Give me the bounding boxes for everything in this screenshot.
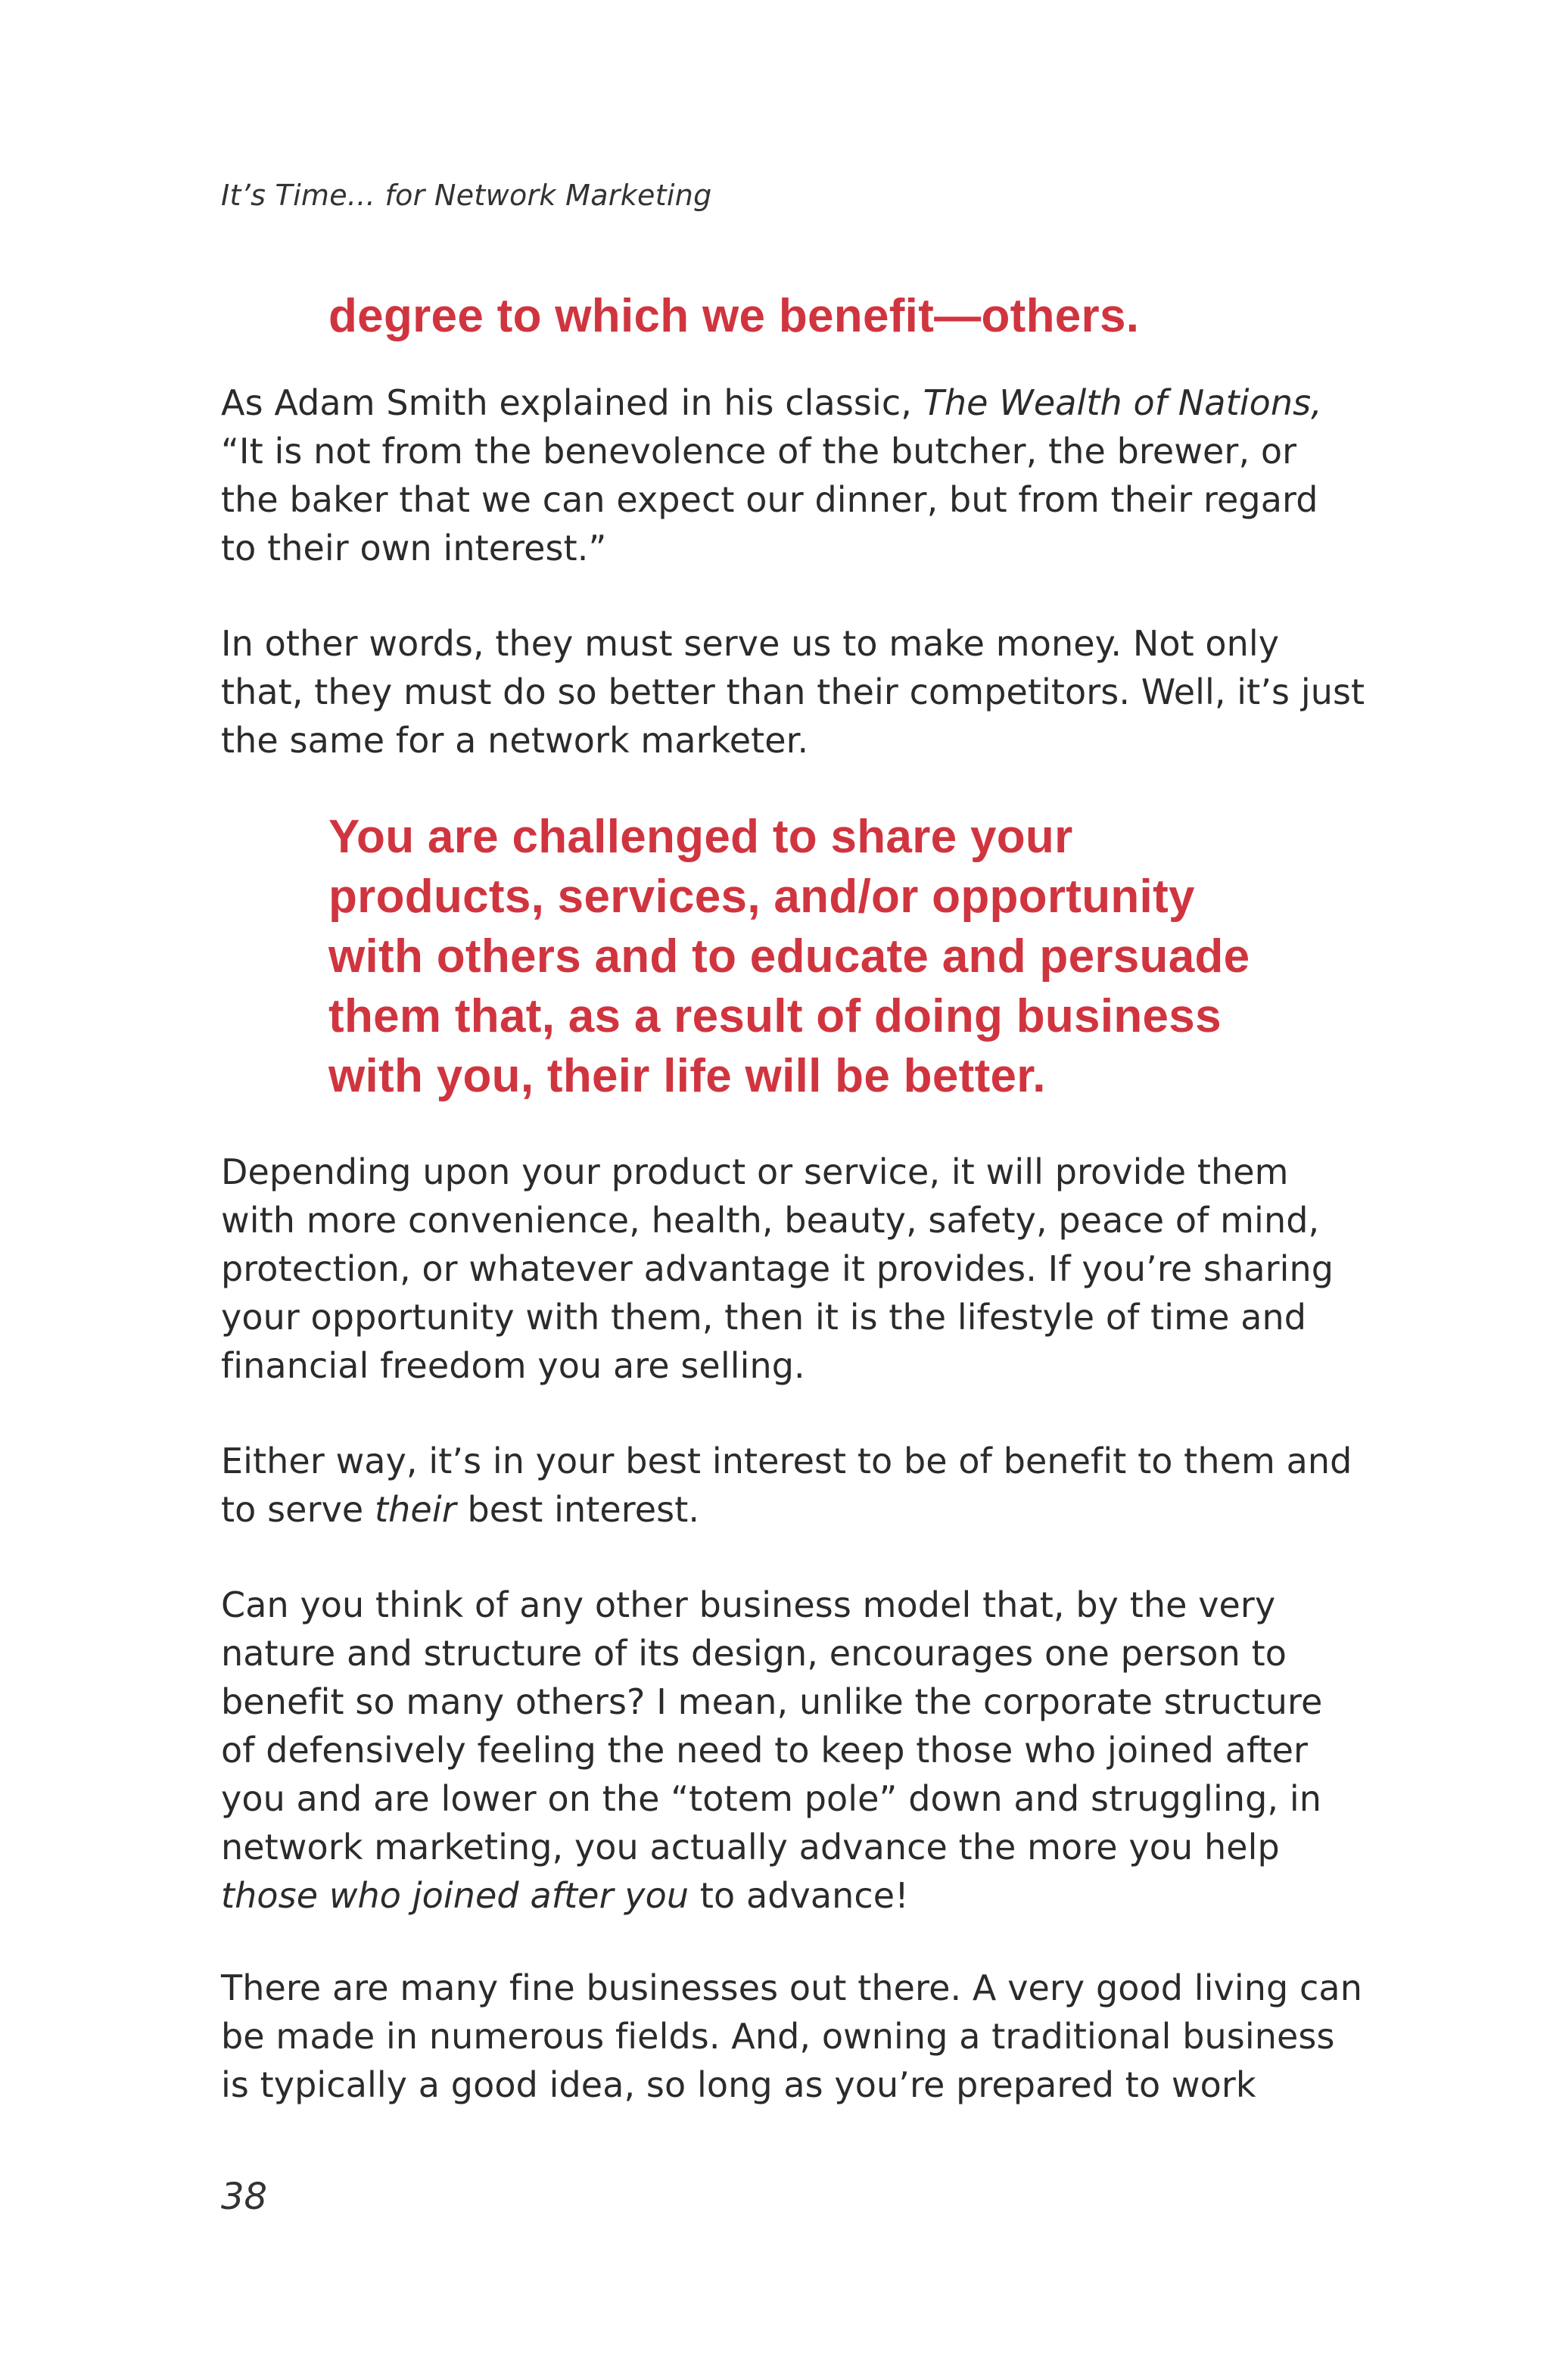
paragraph-line: “It is not from the benevolence of the butcher, the brewer, or: [221, 431, 1297, 472]
page-number: 38: [221, 2176, 268, 2218]
pull-quote-line: them that, as a result of doing business: [328, 990, 1222, 1042]
pull-quote-line: You are challenged to share your: [328, 811, 1073, 863]
text-run: As Adam Smith explained in his classic,: [221, 382, 923, 423]
paragraph-line: to their own interest.”: [221, 528, 607, 569]
paragraph-line: There are many fine businesses out there. A very good living can: [221, 1967, 1362, 2008]
paragraph-line: [221, 1485, 1356, 1534]
paragraph-line: is typically a good idea, so long as you’re prepared to work: [221, 2064, 1256, 2105]
paragraph-line: In other words, they must serve us to make money. Not only: [221, 623, 1280, 664]
paragraph-line: Either way, it’s in your best interest to be of benefit to them and: [221, 1441, 1352, 1481]
paragraph-line: network marketing, you actually advance the more you help: [221, 1827, 1280, 1868]
paragraph-either-way: [221, 1437, 1356, 1534]
paragraph-line: the same for a network marketer.: [221, 720, 809, 761]
book-title: The Wealth of Nations,: [923, 382, 1322, 423]
paragraph-line: the baker that we can expect our dinner, but from their regard: [221, 479, 1318, 520]
pull-quote-fragment: degree to which we benefit—others.: [328, 290, 1140, 342]
paragraph-line: be made in numerous fields. And, owning a traditional business: [221, 2016, 1335, 2057]
pull-quote-line: with others and to educate and persuade: [328, 930, 1250, 983]
paragraph-line: you and are lower on the “totem pole” down and struggling, in: [221, 1778, 1321, 1819]
text-run: best interest.: [456, 1489, 700, 1530]
paragraph-line: Depending upon your product or service, it will provide them: [221, 1151, 1289, 1192]
pull-quote-line: products, services, and/or opportunity: [328, 871, 1195, 923]
paragraph-adam-smith: [221, 378, 1356, 572]
paragraph-line: [221, 1871, 1356, 1920]
paragraph-line: that, they must do so better than their competitors. Well, it’s just: [221, 671, 1365, 712]
paragraph-line: your opportunity with them, then it is the lifestyle of time and: [221, 1297, 1307, 1338]
paragraph-line: [221, 378, 1356, 427]
paragraph-line: protection, or whatever advantage it provides. If you’re sharing: [221, 1248, 1334, 1289]
paragraph-line: Can you think of any other business model that, by the very: [221, 1584, 1276, 1625]
text-run: to advance!: [689, 1875, 909, 1916]
running-header: It’s Time... for Network Marketing: [221, 179, 712, 212]
paragraph-line: with more convenience, health, beauty, safety, peace of mind,: [221, 1200, 1320, 1241]
paragraph-line: financial freedom you are selling.: [221, 1345, 805, 1386]
emphasis: their: [375, 1489, 456, 1530]
pull-quote: [328, 807, 1418, 1106]
paragraph-business-model: [221, 1581, 1356, 1920]
paragraph-fine-businesses: [221, 1964, 1362, 2109]
paragraph-line: benefit so many others? I mean, unlike the corporate structure: [221, 1681, 1323, 1722]
paragraph-serve-us: [221, 619, 1365, 765]
paragraph-line: nature and structure of its design, encourages one person to: [221, 1633, 1287, 1674]
pull-quote-line: with you, their life will be better.: [328, 1050, 1046, 1102]
text-run: to serve: [221, 1489, 375, 1530]
emphasis: those who joined after you: [221, 1875, 689, 1916]
paragraph-depending: [221, 1148, 1356, 1390]
paragraph-line: of defensively feeling the need to keep those who joined after: [221, 1730, 1309, 1771]
